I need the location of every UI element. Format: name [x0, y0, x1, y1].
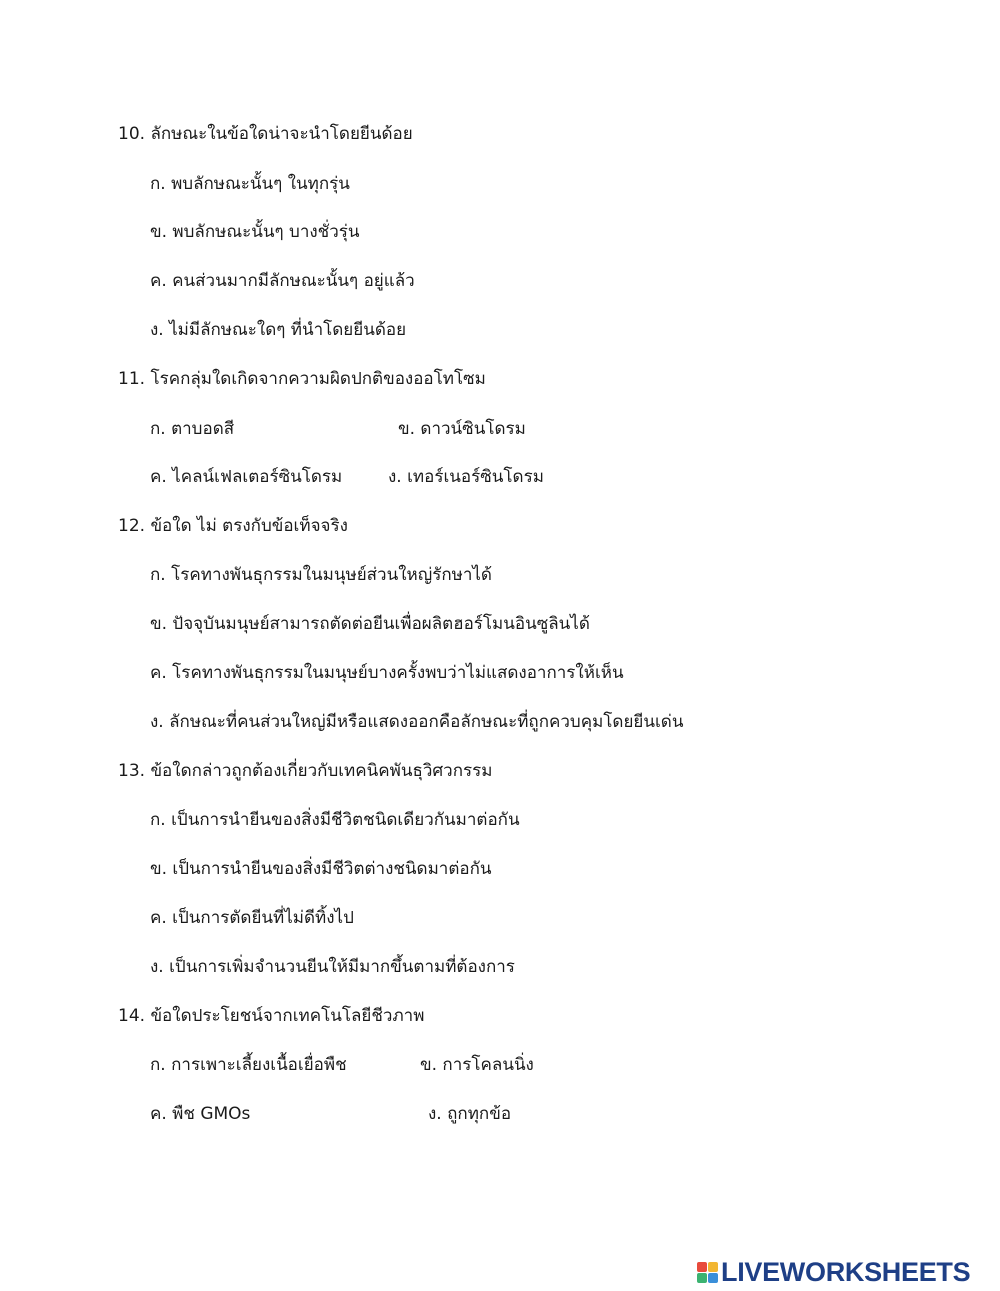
question-11-option-b: ข. ดาวน์ซินโดรม	[398, 419, 526, 439]
question-10-option-c: ค. คนส่วนมากมีลักษณะนั้นๆ อยู่แล้ว	[150, 271, 415, 291]
question-14: 14. ข้อใดประโยชน์จากเทคโนโลยีชีวภาพ	[118, 1006, 425, 1026]
question-13-option-c: ค. เป็นการตัดยีนที่ไม่ดีทิ้งไป	[150, 908, 354, 928]
question-14-option-b: ข. การโคลนนิ่ง	[420, 1055, 534, 1075]
question-10-option-a: ก. พบลักษณะนั้นๆ ในทุกรุ่น	[150, 174, 350, 194]
question-11: 11. โรคกลุ่มใดเกิดจากความผิดปกติของออโทโซม	[118, 369, 486, 389]
question-14-option-a: ก. การเพาะเลี้ยงเนื้อเยื่อพืช	[150, 1055, 347, 1075]
question-10: 10. ลักษณะในข้อใดน่าจะนำโดยยีนด้อย	[118, 124, 413, 144]
question-12-option-b: ข. ปัจจุบันมนุษย์สามารถตัดต่อยีนเพื่อผลิตฮอร์โมนอินซูลินได้	[150, 614, 590, 634]
question-11-option-a: ก. ตาบอดสี	[150, 419, 235, 439]
question-10-option-d: ง. ไม่มีลักษณะใดๆ ที่นำโดยยีนด้อย	[150, 320, 407, 340]
question-14-option-c: ค. พืช GMOs	[150, 1104, 251, 1124]
question-10-option-b: ข. พบลักษณะนั้นๆ บางชั่วรุ่น	[150, 222, 360, 242]
question-12: 12. ข้อใด ไม่ ตรงกับข้อเท็จจริง	[118, 516, 348, 536]
question-11-option-c: ค. ไคลน์เฟลเตอร์ซินโดรม	[150, 467, 343, 487]
logo-square-yellow	[708, 1262, 718, 1272]
logo-square-blue	[708, 1273, 718, 1283]
logo-text: LIVEWORKSHEETS	[721, 1256, 971, 1287]
question-12-option-a: ก. โรคทางพันธุกรรมในมนุษย์ส่วนใหญ่รักษาได้	[150, 565, 492, 585]
logo-square-red	[697, 1262, 707, 1272]
question-13-option-d: ง. เป็นการเพิ่มจำนวนยีนให้มีมากขึ้นตามที่ต้องการ	[150, 957, 515, 977]
question-13-option-a: ก. เป็นการนำยีนของสิ่งมีชีวิตชนิดเดียวกันมาต่อกัน	[150, 810, 520, 830]
liveworksheets-logo	[697, 1257, 970, 1287]
logo-mark-icon	[697, 1262, 718, 1283]
question-12-option-c: ค. โรคทางพันธุกรรมในมนุษย์บางครั้งพบว่าไม่แสดงอาการให้เห็น	[150, 663, 624, 683]
question-12-option-d: ง. ลักษณะที่คนส่วนใหญ่มีหรือแสดงออกคือลักษณะที่ถูกควบคุมโดยยีนเด่น	[150, 712, 684, 732]
logo-square-green	[697, 1273, 707, 1283]
question-11-option-d: ง. เทอร์เนอร์ซินโดรม	[388, 467, 544, 487]
question-13: 13. ข้อใดกล่าวถูกต้องเกี่ยวกับเทคนิคพันธุวิศวกรรม	[118, 761, 493, 781]
question-13-option-b: ข. เป็นการนำยีนของสิ่งมีชีวิตต่างชนิดมาต่อกัน	[150, 859, 492, 879]
question-14-option-d: ง. ถูกทุกข้อ	[428, 1104, 512, 1124]
